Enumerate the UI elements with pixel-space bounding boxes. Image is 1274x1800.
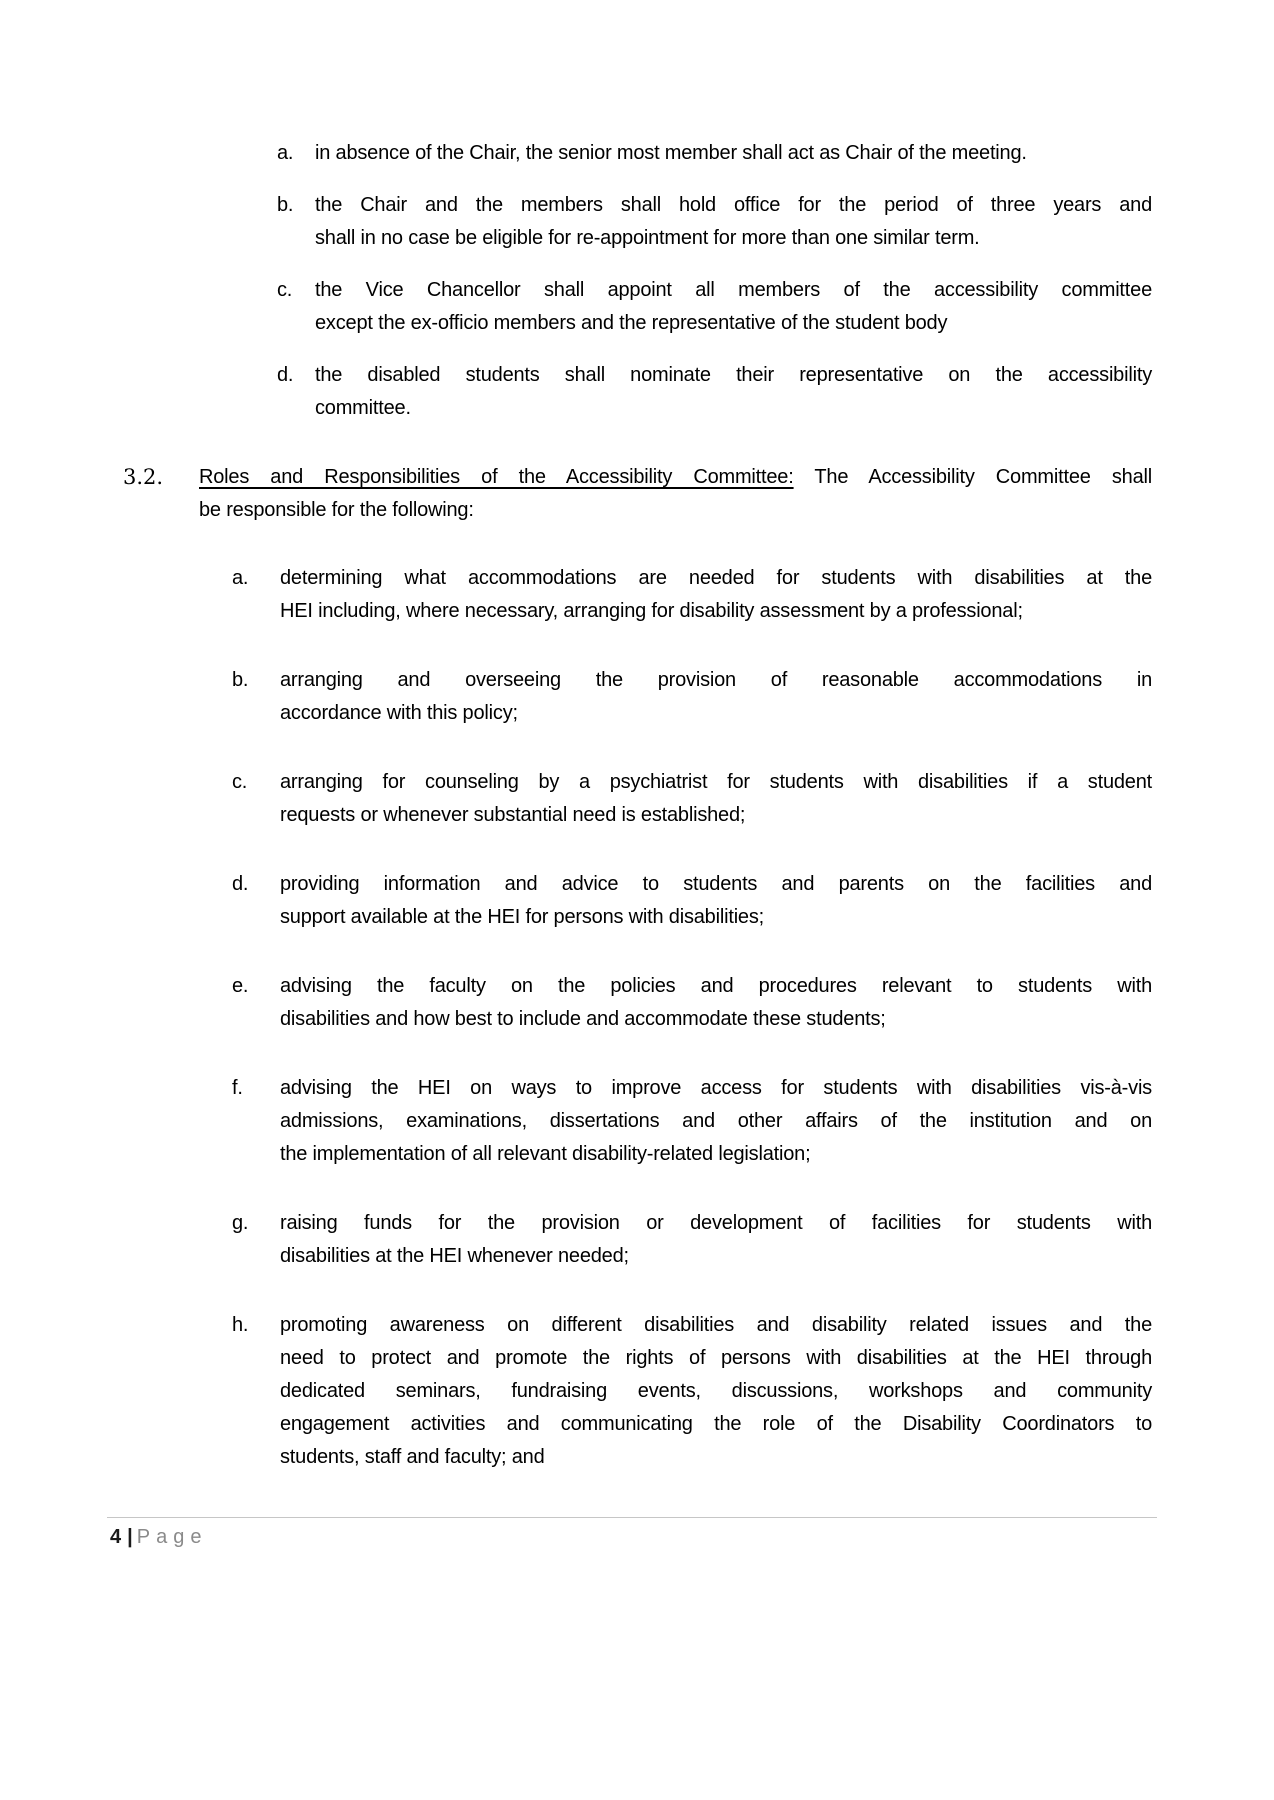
text-line: committee. xyxy=(315,397,411,419)
item-marker: h. xyxy=(232,1314,249,1336)
item-marker: b. xyxy=(232,669,249,691)
list-item xyxy=(107,1309,1152,1474)
item-marker: g. xyxy=(232,1212,249,1234)
section-heading xyxy=(199,461,1152,527)
list-item xyxy=(107,868,1152,934)
section-heading-line-1 xyxy=(199,461,1152,494)
page-label: Page xyxy=(136,1526,208,1548)
item-text xyxy=(280,766,1152,832)
text-line: students, staff and faculty; and xyxy=(280,1446,545,1468)
list-item xyxy=(107,766,1152,832)
text-line: except the ex-officio members and the representative of the student body xyxy=(315,312,948,334)
text-line: providing information and advice to students and parents on the facilities and xyxy=(280,873,1152,895)
text-line: the disabled students shall nominate their representative on the accessibility xyxy=(315,364,1152,386)
section-number: 3.2. xyxy=(123,465,164,489)
text-line: dedicated seminars, fundraising events, discussions, workshops and community xyxy=(280,1380,1152,1402)
text-line: requests or whenever substantial need is established; xyxy=(280,804,746,826)
text-line: the implementation of all relevant disability-related legislation; xyxy=(280,1143,811,1165)
text-line: advising the faculty on the policies and procedures relevant to students with xyxy=(280,975,1152,997)
item-text xyxy=(280,970,1152,1036)
section-heading-line-2: be responsible for the following: xyxy=(199,499,474,521)
text-line: raising funds for the provision or development of facilities for students with xyxy=(280,1212,1152,1234)
item-text xyxy=(315,137,1152,170)
committee-clause-list xyxy=(107,137,1152,425)
footer-rule xyxy=(107,1517,1157,1518)
text-line: accordance with this policy; xyxy=(280,702,518,724)
item-text xyxy=(315,274,1152,340)
text-line: promoting awareness on different disabilities and disability related issues and the xyxy=(280,1314,1152,1336)
text-line: the Vice Chancellor shall appoint all members of the accessibility committee xyxy=(315,279,1152,301)
text-line: in absence of the Chair, the senior most member shall act as Chair of the meeting. xyxy=(315,142,1027,164)
item-marker: e. xyxy=(232,975,249,997)
text-line: advising the HEI on ways to improve access for students with disabilities vis-à-vis xyxy=(280,1077,1152,1099)
text-line: arranging and overseeing the provision of reasonable accommodations in xyxy=(280,669,1152,691)
text-line: support available at the HEI for persons with disabilities; xyxy=(280,906,765,928)
text-line: arranging for counseling by a psychiatrist for students with disabilities if a student xyxy=(280,771,1152,793)
text-line: admissions, examinations, dissertations and other affairs of the institution and on xyxy=(280,1110,1152,1132)
list-item xyxy=(107,1207,1152,1273)
item-marker: d. xyxy=(232,873,249,895)
text-line: shall in no case be eligible for re-appointment for more than one similar term. xyxy=(315,227,980,249)
text-line: HEI including, where necessary, arranging for disability assessment by a professional; xyxy=(280,600,1023,622)
list-item xyxy=(107,562,1152,628)
list-item xyxy=(107,1072,1152,1171)
text-line: disabilities at the HEI whenever needed; xyxy=(280,1245,629,1267)
footer-separator: | xyxy=(127,1526,133,1548)
item-text xyxy=(315,189,1152,255)
text-line: the Chair and the members shall hold office for the period of three years and xyxy=(315,194,1152,216)
text-line: determining what accommodations are needed for students with disabilities at the xyxy=(280,567,1152,589)
item-marker: a. xyxy=(277,142,294,164)
item-text xyxy=(315,359,1152,425)
item-marker: f. xyxy=(232,1077,243,1099)
list-item xyxy=(107,664,1152,730)
item-marker: c. xyxy=(232,771,248,793)
item-text xyxy=(280,1072,1152,1171)
section-heading-rest: The Accessibility Committee shall xyxy=(814,466,1152,488)
item-marker: d. xyxy=(277,364,294,386)
item-text xyxy=(280,1207,1152,1273)
item-text xyxy=(280,868,1152,934)
item-text xyxy=(280,664,1152,730)
item-marker: b. xyxy=(277,194,294,216)
item-text xyxy=(280,562,1152,628)
list-item xyxy=(107,137,1152,170)
list-item xyxy=(107,970,1152,1036)
text-line: need to protect and promote the rights of persons with disabilities at the HEI through xyxy=(280,1347,1152,1369)
list-item xyxy=(107,189,1152,255)
item-marker: c. xyxy=(277,279,293,301)
item-marker: a. xyxy=(232,567,249,589)
item-text xyxy=(280,1309,1152,1474)
section-3-2 xyxy=(107,461,1152,527)
text-line: engagement activities and communicating the role of the Disability Coordinators to xyxy=(280,1413,1152,1435)
responsibilities-list xyxy=(107,562,1152,1474)
text-line: disabilities and how best to include and accommodate these students; xyxy=(280,1008,886,1030)
list-item xyxy=(107,359,1152,425)
section-heading-underlined: Roles and Responsibilities of the Accessibility Committee: xyxy=(199,466,794,488)
list-item xyxy=(107,274,1152,340)
page-number: 4 xyxy=(110,1526,122,1548)
page-footer xyxy=(110,1522,207,1552)
